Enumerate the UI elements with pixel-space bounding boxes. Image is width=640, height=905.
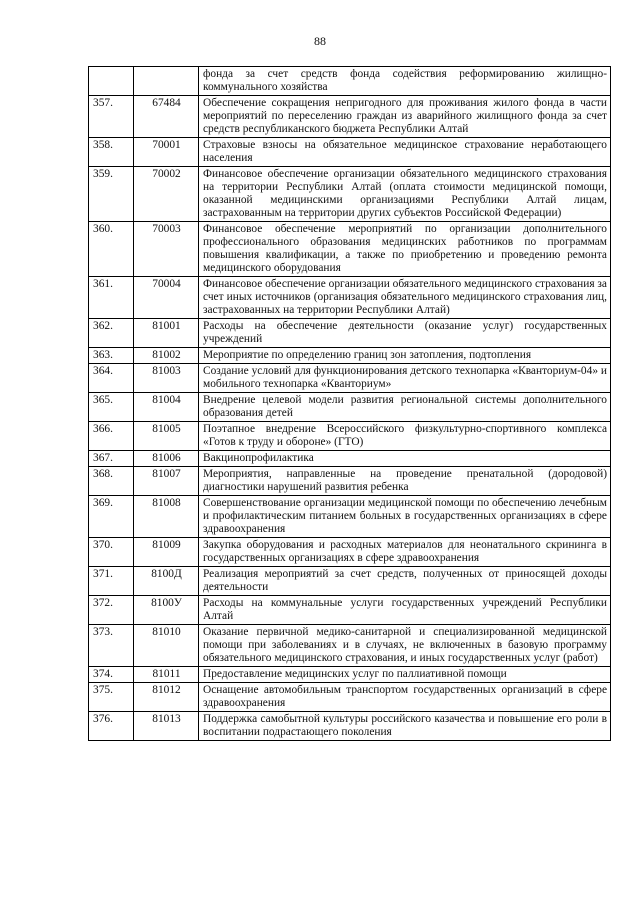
row-code: 81011 [134, 667, 199, 683]
budget-codes-table [88, 66, 611, 741]
row-description: Страховые взносы на обязательное медицинское страхование неработающего населения [199, 138, 611, 167]
row-description: Реализация мероприятий за счет средств, полученных от приносящей доходы деятельности [199, 567, 611, 596]
row-description: Расходы на коммунальные услуги государственных учреждений Республики Алтай [199, 596, 611, 625]
row-description: Предоставление медицинских услуг по паллиативной помощи [199, 667, 611, 683]
row-code: 81012 [134, 683, 199, 712]
row-number: 368. [89, 467, 134, 496]
table-row [89, 467, 611, 496]
row-description: Поддержка самобытной культуры российского казачества и повышение его роли в воспитании подрастающего поколения [199, 712, 611, 741]
row-description: Обеспечение сокращения непригодного для проживания жилого фонда в части мероприятий по переселению граждан из аварийного жилищного фонда за счет средств республиканского бюджета Республики Алтай [199, 96, 611, 138]
row-code: 81005 [134, 422, 199, 451]
row-number: 362. [89, 319, 134, 348]
row-code: 70004 [134, 277, 199, 319]
table-row [89, 683, 611, 712]
table-row [89, 96, 611, 138]
row-number: 364. [89, 364, 134, 393]
row-description: Мероприятие по определению границ зон затопления, подтопления [199, 348, 611, 364]
row-number: 363. [89, 348, 134, 364]
row-code: 8100У [134, 596, 199, 625]
row-number [89, 67, 134, 96]
row-number: 373. [89, 625, 134, 667]
row-description: Финансовое обеспечение организации обязательного медицинского страхования на территории Республики Алтай (оплата стоимости медицинской помощи, оказанной медицинскими организациями Республики Алтай лицам, застрахованным на территории других субъектов Российской Федерации) [199, 167, 611, 222]
table-row [89, 364, 611, 393]
row-description: Финансовое обеспечение организации обязательного медицинского страхования за счет иных источников (организация обязательного медицинского страхования лиц, застрахованных на территории Республики Алтай) [199, 277, 611, 319]
row-description: Мероприятия, направленные на проведение пренатальной (дородовой) диагностики нарушений развития ребенка [199, 467, 611, 496]
table-row [89, 167, 611, 222]
row-number: 360. [89, 222, 134, 277]
row-number: 366. [89, 422, 134, 451]
row-number: 371. [89, 567, 134, 596]
row-number: 361. [89, 277, 134, 319]
row-number: 370. [89, 538, 134, 567]
row-number: 375. [89, 683, 134, 712]
row-number: 374. [89, 667, 134, 683]
table-row [89, 319, 611, 348]
row-number: 357. [89, 96, 134, 138]
table-row [89, 138, 611, 167]
table-row [89, 567, 611, 596]
row-description: Поэтапное внедрение Всероссийского физкультурно-спортивного комплекса «Готов к труду и обороне» (ГТО) [199, 422, 611, 451]
row-code: 81013 [134, 712, 199, 741]
row-code: 81007 [134, 467, 199, 496]
row-code: 81002 [134, 348, 199, 364]
row-number: 376. [89, 712, 134, 741]
table-row [89, 348, 611, 364]
table-row [89, 596, 611, 625]
row-description: Оказание первичной медико-санитарной и специализированной медицинской помощи при заболеваниях и в случаях, не включенных в базовую программу обязательного медицинского страхования, и иных государственных услуг (работ) [199, 625, 611, 667]
row-description: фонда за счет средств фонда содействия реформированию жилищно-коммунального хозяйства [199, 67, 611, 96]
table-row [89, 393, 611, 422]
table-row [89, 67, 611, 96]
row-number: 365. [89, 393, 134, 422]
row-code: 70002 [134, 167, 199, 222]
row-code: 81008 [134, 496, 199, 538]
row-description: Оснащение автомобильным транспортом государственных организаций в сфере здравоохранения [199, 683, 611, 712]
row-code: 70003 [134, 222, 199, 277]
row-code: 81004 [134, 393, 199, 422]
row-number: 358. [89, 138, 134, 167]
row-code [134, 67, 199, 96]
row-code: 81010 [134, 625, 199, 667]
row-number: 372. [89, 596, 134, 625]
table-row [89, 277, 611, 319]
row-number: 359. [89, 167, 134, 222]
table-row [89, 712, 611, 741]
row-description: Внедрение целевой модели развития региональной системы дополнительного образования детей [199, 393, 611, 422]
row-description: Финансовое обеспечение мероприятий по организации дополнительного профессионального образования медицинских работников по программам повышения квалификации, а также по приобретению и проведению ремонта медицинского оборудования [199, 222, 611, 277]
table-row [89, 538, 611, 567]
row-number: 367. [89, 451, 134, 467]
row-code: 8100Д [134, 567, 199, 596]
table-row [89, 422, 611, 451]
row-description: Вакцинопрофилактика [199, 451, 611, 467]
table-row [89, 496, 611, 538]
row-description: Совершенствование организации медицинской помощи по обеспечению лечебным и профилактическим питанием больных в государственных организациях в сфере здравоохранения [199, 496, 611, 538]
row-code: 81006 [134, 451, 199, 467]
row-code: 81009 [134, 538, 199, 567]
table-row [89, 625, 611, 667]
table-row [89, 667, 611, 683]
row-code: 81003 [134, 364, 199, 393]
row-code: 70001 [134, 138, 199, 167]
page-number: 88 [314, 34, 326, 48]
table-row [89, 451, 611, 467]
table-row [89, 222, 611, 277]
row-description: Закупка оборудования и расходных материалов для неонатального скрининга в государственных организациях в сфере здравоохранения [199, 538, 611, 567]
row-number: 369. [89, 496, 134, 538]
row-description: Расходы на обеспечение деятельности (оказание услуг) государственных учреждений [199, 319, 611, 348]
row-description: Создание условий для функционирования детского технопарка «Кванториум-04» и мобильного технопарка «Кванториум» [199, 364, 611, 393]
row-code: 81001 [134, 319, 199, 348]
row-code: 67484 [134, 96, 199, 138]
